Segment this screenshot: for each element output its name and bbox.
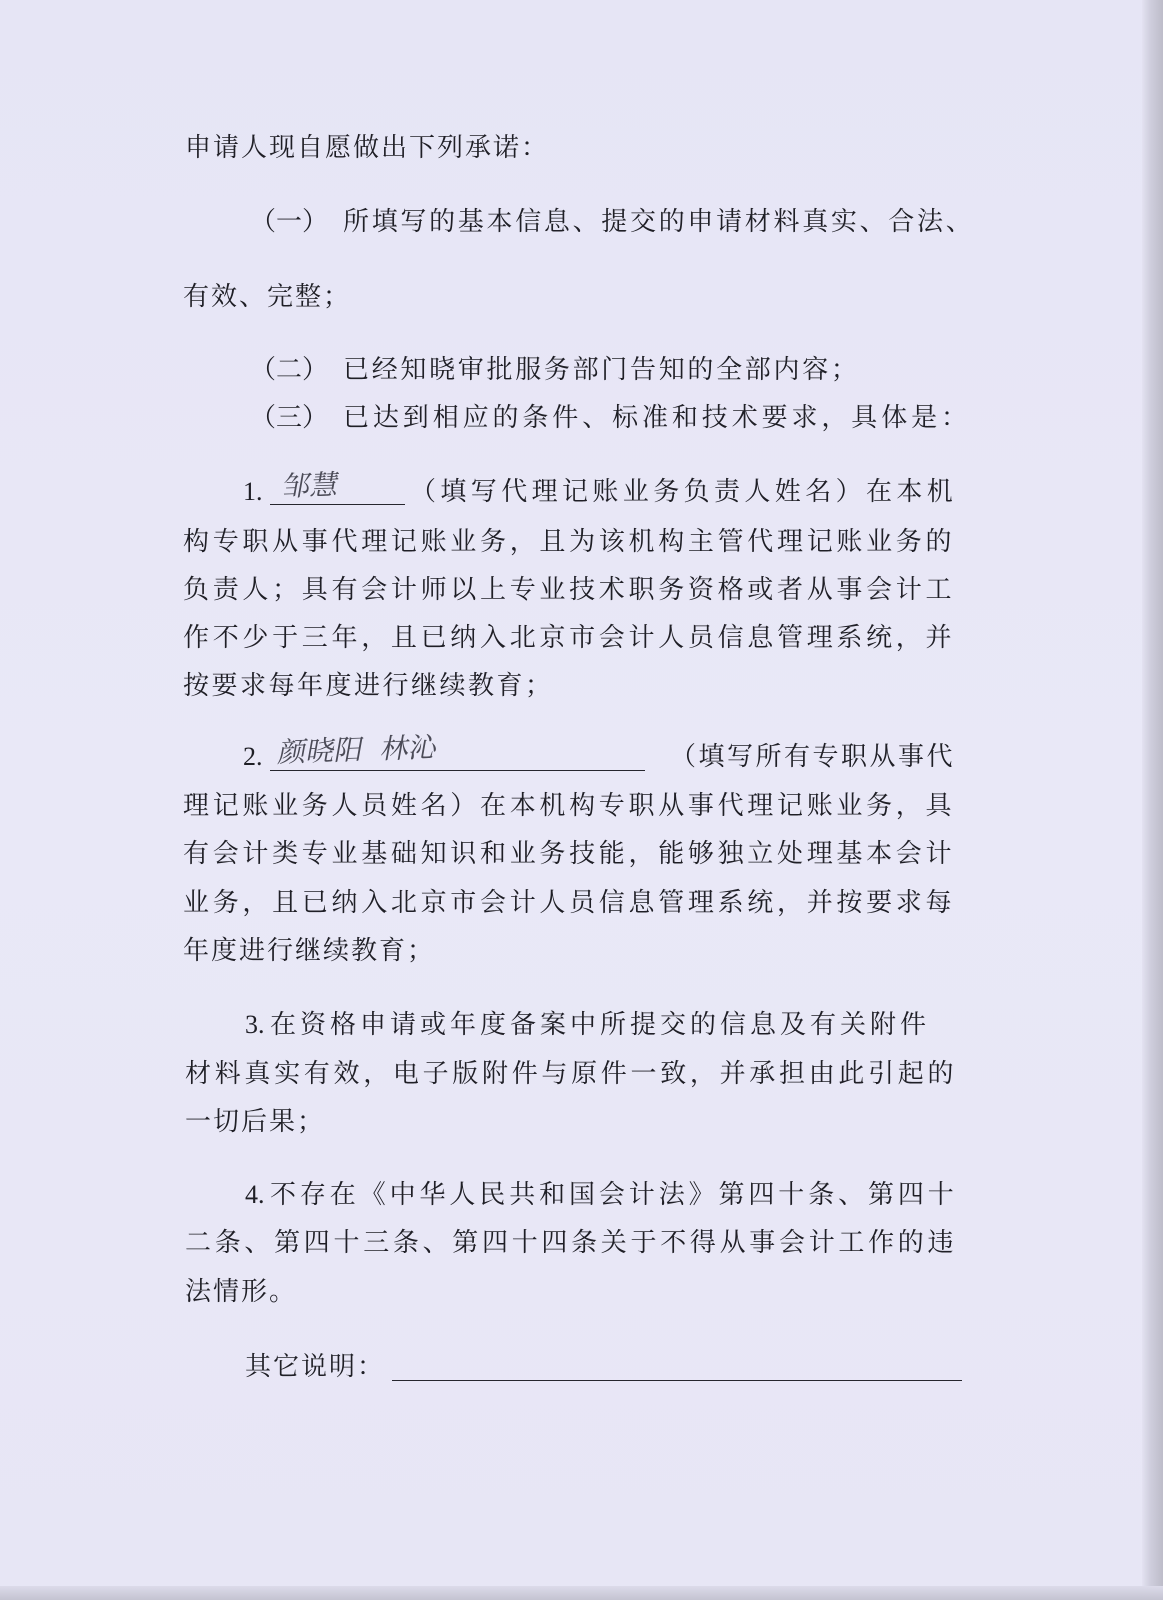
commitment-2-label: （二）: [250, 355, 329, 385]
item-1-line-5: 按要求每年度进行继续教育；: [183, 671, 554, 701]
item-2-number: 2.: [243, 742, 263, 771]
item-1-line-3: 负责人；具有会计师以上专业技术职务资格或者从事会计工: [183, 575, 956, 605]
scan-edge-bottom: [0, 1586, 1163, 1600]
item-4-line-1: 不存在《中华人民共和国会计法》第四十条、第四十: [270, 1180, 958, 1210]
item-1-line-4: 作不少于三年，且已纳入北京市会计人员信息管理系统，并: [183, 623, 956, 653]
commitment-3-line-1: 已达到相应的条件、标准和技术要求，具体是：: [343, 403, 971, 433]
item-4-number: 4.: [245, 1180, 265, 1209]
item-1-handwritten-name: 邹慧: [279, 468, 343, 503]
item-1-line-2: 构专职从事代理记账业务，且为该机构主管代理记账业务的: [183, 527, 956, 557]
commitment-3-label: （三）: [250, 403, 329, 433]
item-2-line-1: （填写所有专职从事代: [670, 742, 956, 772]
item-3-line-1: 在资格申请或年度备案中所提交的信息及有关附件: [270, 1010, 931, 1040]
item-1-line-1: （填写代理记账业务负责人姓名）在本机: [410, 477, 958, 507]
item-2-line-4: 业务，且已纳入北京市会计人员信息管理系统，并按要求每: [183, 888, 956, 918]
item-4-line-3: 法情形。: [185, 1277, 298, 1307]
commitment-1-label: （一）: [250, 207, 329, 237]
item-2-line-5: 年度进行继续教育；: [183, 936, 436, 966]
commitment-2-line-1: 已经知晓审批服务部门告知的全部内容；: [343, 355, 860, 385]
other-notes-label: 其它说明：: [245, 1352, 386, 1382]
item-1-number: 1.: [243, 477, 263, 506]
item-4-line-2: 二条、第四十三条、第四十四条关于不得从事会计工作的违: [185, 1228, 958, 1258]
other-notes-underline: [392, 1380, 962, 1381]
commitment-1-line-2: 有效、完整；: [183, 282, 352, 312]
item-2-line-3: 有会计类专业基础知识和业务技能，能够独立处理基本会计: [183, 839, 956, 869]
item-2-line-2: 理记账业务人员姓名）在本机构专职从事代理记账业务，具: [183, 791, 956, 821]
scan-edge-right: [1142, 0, 1163, 1600]
item-2-handwritten-names: 颜晓阳 林沁: [275, 730, 441, 769]
commitment-1-line-1: 所填写的基本信息、提交的申请材料真实、合法、: [343, 207, 975, 237]
item-3-line-3: 一切后果；: [185, 1107, 326, 1137]
item-3-number: 3.: [245, 1010, 265, 1039]
item-3-line-2: 材料真实有效，电子版附件与原件一致，并承担由此引起的: [185, 1059, 958, 1089]
intro-text: 申请人现自愿做出下列承诺：: [185, 133, 550, 163]
item-1-name-underline: [270, 504, 405, 505]
item-2-names-underline: [270, 770, 645, 771]
